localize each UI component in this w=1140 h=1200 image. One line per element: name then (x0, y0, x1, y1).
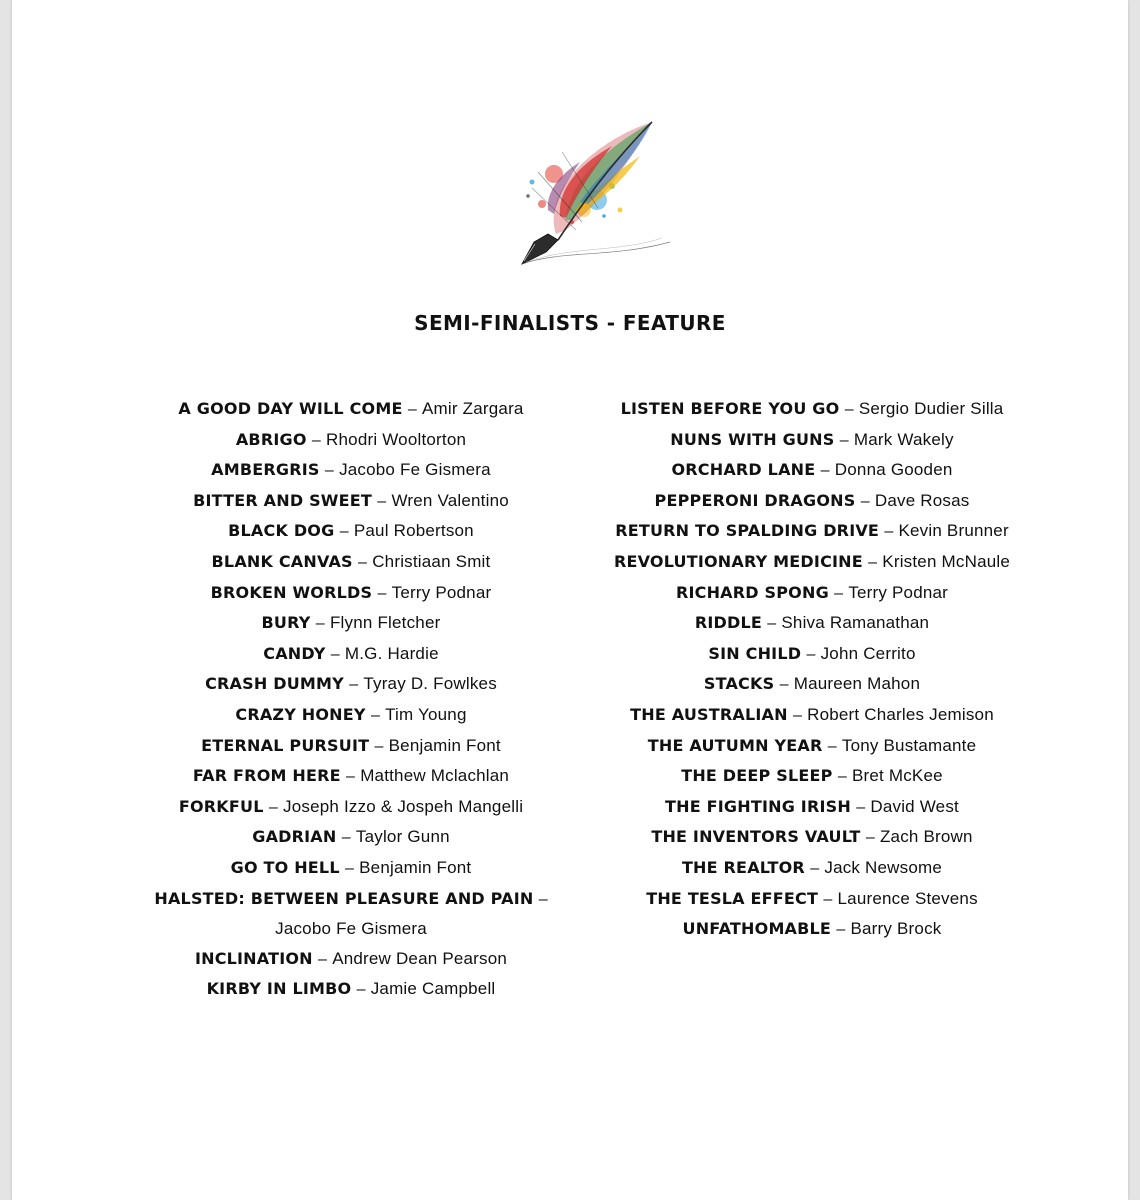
author-name: Joseph Izzo & Jospeh Mangelli (283, 796, 524, 816)
title-author-separator: – (344, 859, 354, 877)
film-title: NUNS WITH GUNS (670, 429, 835, 449)
film-title: THE INVENTORS VAULT (651, 827, 861, 847)
film-title: RETURN TO SPALDING DRIVE (615, 521, 880, 541)
list-item (146, 822, 556, 853)
list-item (146, 425, 556, 456)
title-author-separator: – (827, 737, 837, 755)
list-item (146, 394, 556, 425)
film-title: RIDDLE (694, 613, 762, 633)
list-item (607, 669, 1017, 700)
author-name: Kevin Brunner (898, 521, 1009, 541)
author-name: Benjamin Font (388, 735, 501, 755)
film-title: THE REALTOR (681, 857, 805, 877)
title-author-separator: – (868, 553, 878, 571)
title-author-separator: – (865, 829, 875, 847)
film-title: AMBERGRIS (211, 460, 320, 480)
film-title: GADRIAN (252, 827, 337, 847)
page-title: SEMI-FINALISTS - FEATURE (414, 311, 726, 335)
author-name: David West (870, 796, 959, 816)
film-title: BURY (261, 613, 311, 633)
film-title: HALSTED: BETWEEN PLEASURE AND PAIN (154, 888, 534, 908)
author-name: Amir Zargara (422, 399, 524, 418)
title-author-separator: – (268, 798, 278, 816)
film-title: CANDY (263, 643, 326, 663)
list-item (607, 516, 1017, 547)
author-name: Jacobo Fe Gismera (339, 460, 491, 480)
title-author-separator: – (324, 462, 334, 480)
title-author-separator: – (374, 737, 384, 755)
list-item (607, 639, 1017, 670)
list-item (146, 639, 556, 670)
list-item (146, 547, 556, 578)
title-author-separator: – (330, 645, 340, 663)
list-item (146, 516, 556, 547)
list-item (607, 486, 1017, 517)
author-name: Jack Newsome (824, 857, 943, 877)
title-author-separator: – (356, 981, 366, 999)
title-author-separator: – (860, 492, 870, 510)
title-author-separator: – (834, 584, 844, 602)
film-title: THE DEEP SLEEP (681, 766, 833, 786)
film-title: KIRBY IN LIMBO (206, 979, 352, 999)
list-item (146, 578, 556, 609)
film-title: BLACK DOG (228, 521, 335, 541)
title-author-separator: – (884, 523, 894, 541)
list-item (607, 700, 1017, 731)
title-author-separator: – (823, 890, 833, 908)
author-name: Zach Brown (879, 827, 973, 847)
author-name: Maureen Mahon (793, 674, 921, 694)
author-name: Terry Podnar (848, 582, 949, 602)
film-title: THE AUSTRALIAN (630, 704, 788, 724)
title-author-separator: – (339, 523, 349, 541)
film-title: BROKEN WORLDS (210, 582, 373, 602)
title-author-separator: – (407, 401, 417, 418)
film-title: FAR FROM HERE (192, 766, 341, 786)
list-item (146, 853, 556, 884)
title-author-separator: – (837, 768, 847, 786)
author-name: Shiva Ramanathan (781, 613, 930, 633)
film-title: CRASH DUMMY (205, 674, 344, 694)
author-name: Paul Robertson (353, 521, 474, 541)
list-item (146, 700, 556, 731)
film-title: SIN CHILD (708, 643, 802, 663)
title-author-separator: – (856, 798, 866, 816)
feature-list-left-column (146, 394, 556, 1005)
author-name: Jamie Campbell (370, 979, 496, 999)
title-author-separator: – (820, 462, 830, 480)
author-name: Bret McKee (851, 766, 943, 786)
list-item (146, 974, 556, 1005)
author-name: Dave Rosas (874, 490, 970, 510)
title-author-separator: – (346, 768, 355, 786)
title-author-separator: – (318, 950, 327, 968)
title-author-separator: – (349, 676, 359, 694)
title-author-separator: – (311, 431, 321, 449)
list-item (146, 792, 556, 823)
author-name: Laurence Stevens (837, 888, 978, 908)
list-item (607, 547, 1017, 578)
film-title: THE AUTUMN YEAR (647, 735, 823, 755)
document-page (12, 0, 1128, 1200)
list-item (146, 486, 556, 517)
film-title: GO TO HELL (230, 857, 340, 877)
film-title: CRAZY HONEY (235, 704, 366, 724)
author-name: Donna Gooden (834, 460, 953, 480)
title-author-separator: – (377, 584, 387, 602)
film-title: UNFATHOMABLE (682, 919, 832, 939)
list-item (607, 792, 1017, 823)
film-title: FORKFUL (178, 796, 264, 816)
list-item (607, 731, 1017, 762)
list-item (146, 608, 556, 639)
film-title: RICHARD SPONG (675, 582, 829, 602)
film-title: THE FIGHTING IRISH (665, 796, 851, 816)
author-name: Terry Podnar (391, 582, 492, 602)
film-title: BITTER AND SWEET (193, 490, 373, 510)
title-author-separator: – (806, 645, 816, 663)
title-author-separator: – (315, 615, 325, 633)
film-title: INCLINATION (194, 948, 313, 968)
film-title: STACKS (703, 674, 775, 694)
list-item (607, 608, 1017, 639)
title-author-separator: – (767, 615, 777, 633)
film-title: LISTEN BEFORE YOU GO (620, 399, 840, 418)
film-title: REVOLUTIONARY MEDICINE (613, 551, 863, 571)
list-item (607, 394, 1017, 425)
film-title: BLANK CANVAS (211, 551, 353, 571)
title-author-separator: – (358, 553, 367, 571)
author-name: Barry Brock (850, 919, 942, 939)
author-name: Sergio Dudier Silla (858, 399, 1004, 418)
film-title: ORCHARD LANE (671, 460, 816, 480)
author-name: Christiaan Smit (372, 551, 491, 571)
author-name: Tyray D. Fowlkes (363, 674, 497, 694)
author-name: Taylor Gunn (355, 827, 450, 847)
list-item (607, 425, 1017, 456)
title-author-separator: – (792, 706, 802, 724)
author-name: Wren Valentino (391, 490, 509, 510)
author-name: Andrew Dean Pearson (332, 948, 508, 968)
film-title: PEPPERONI DRAGONS (654, 490, 856, 510)
author-name: M.G. Hardie (344, 643, 439, 663)
title-author-separator: – (370, 706, 380, 724)
list-item (607, 853, 1017, 884)
film-title: A GOOD DAY WILL COME (178, 399, 403, 418)
author-name: Matthew Mclachlan (360, 766, 510, 786)
title-author-separator: – (779, 676, 789, 694)
title-author-separator: – (839, 431, 849, 449)
quill-pen-splash-icon (502, 112, 672, 272)
list-item (607, 761, 1017, 792)
list-item (146, 455, 556, 486)
title-author-separator: – (341, 829, 351, 847)
list-item (146, 731, 556, 762)
list-item (607, 822, 1017, 853)
film-title: ABRIGO (235, 429, 307, 449)
list-item (607, 578, 1017, 609)
list-item (607, 884, 1017, 915)
author-name: Robert Charles Jemison (807, 704, 994, 724)
title-author-separator: – (844, 401, 854, 418)
author-name: Benjamin Font (359, 857, 472, 877)
list-item (146, 761, 556, 792)
title-author-separator: – (836, 921, 846, 939)
list-item (607, 455, 1017, 486)
author-name: Kristen McNaule (882, 551, 1011, 571)
title-author-separator: – (810, 859, 820, 877)
author-name: Rhodri Wooltorton (326, 429, 467, 449)
author-name: Mark Wakely (853, 429, 954, 449)
title-author-separator: – (377, 492, 387, 510)
film-title: ETERNAL PURSUIT (201, 735, 370, 755)
list-item (607, 914, 1017, 945)
author-name: Flynn Fletcher (329, 613, 441, 633)
list-item (146, 669, 556, 700)
feature-list-right-column (607, 394, 1017, 945)
title-author-separator: – (538, 890, 548, 908)
author-name: Tim Young (385, 704, 467, 724)
author-name: Tony Bustamante (841, 735, 977, 755)
author-name: Jacobo Fe Gismera (275, 919, 427, 939)
list-item (146, 884, 556, 944)
list-item (146, 944, 556, 975)
author-name: John Cerrito (820, 643, 916, 663)
film-title: THE TESLA EFFECT (646, 888, 819, 908)
